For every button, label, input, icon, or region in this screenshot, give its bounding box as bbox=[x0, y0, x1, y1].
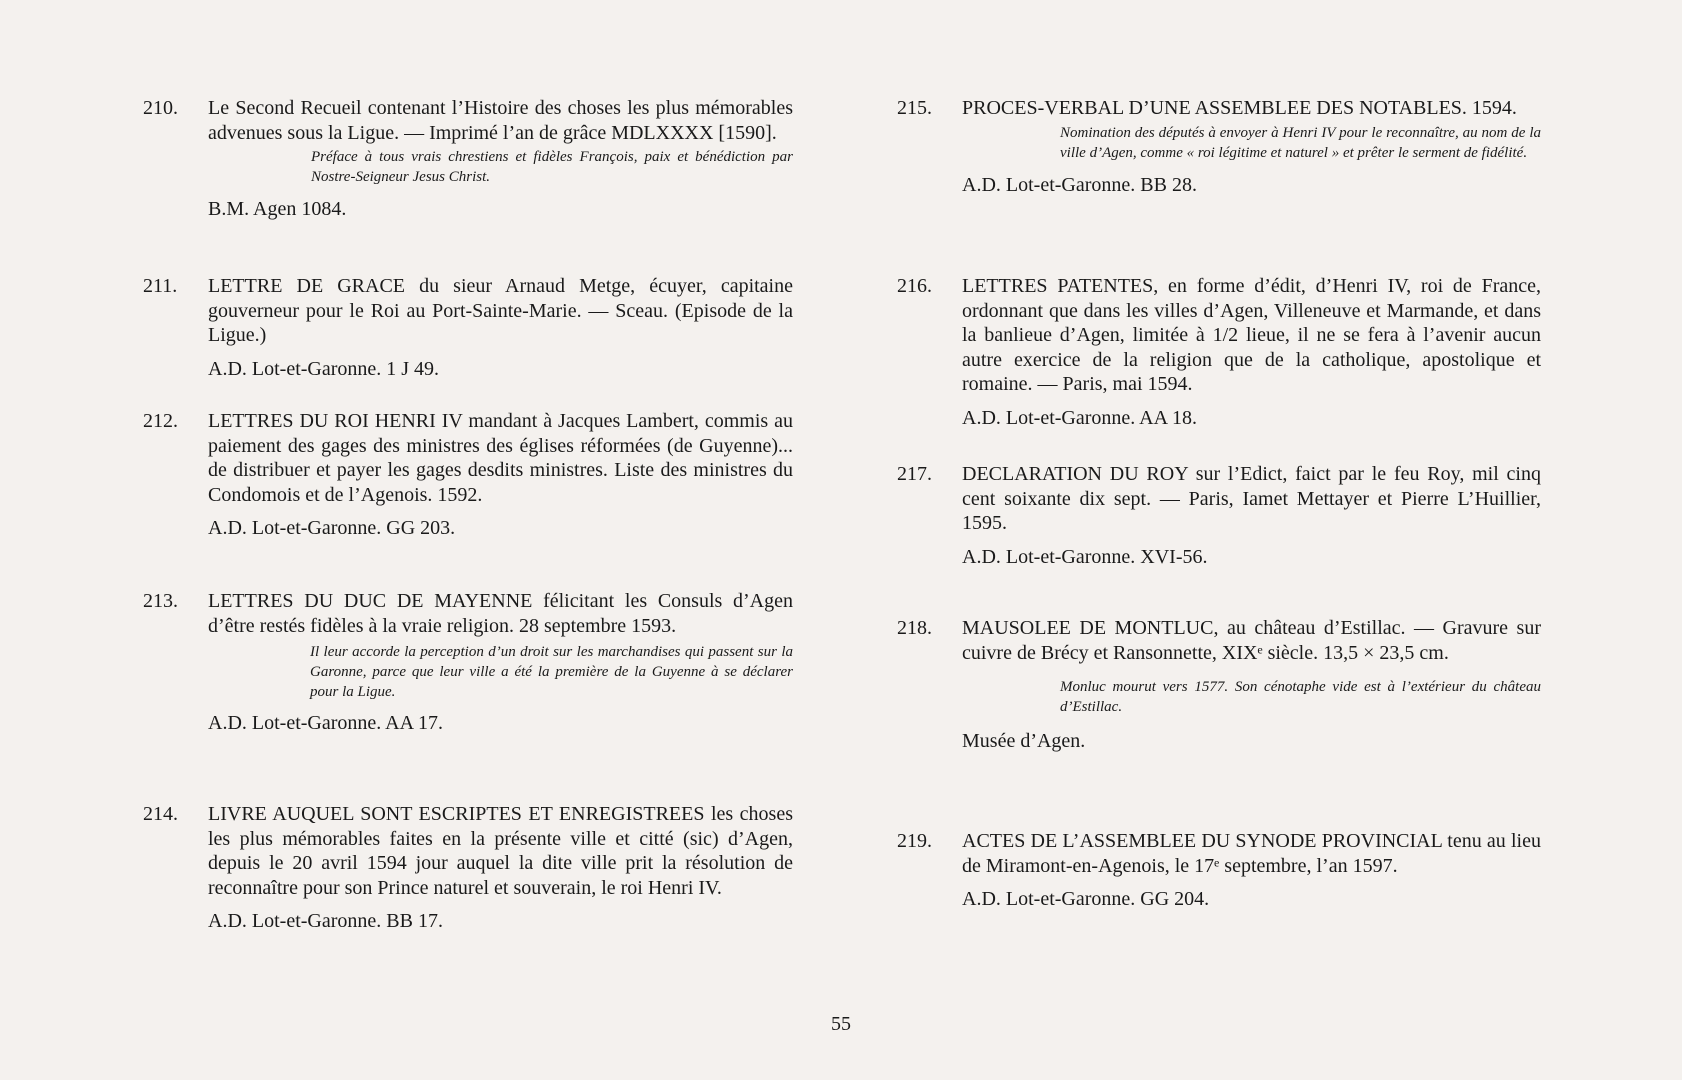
entry-number: 210. bbox=[143, 97, 178, 119]
entry-description: LIVRE AUQUEL SONT ESCRIPTES ET ENREGISTREES les choses les plus mémorables faites en la présente ville et citté (sic) d’Agen, depuis le 20 avril 1594 jour auquel la dite ville prit la résolution de reconnaître pour son Prince naturel et souverain, le roi Henri IV. bbox=[208, 803, 793, 899]
entry-note: Nomination des députés à envoyer à Henri IV pour le reconnaître, au nom de la ville d’Agen, comme « roi légitime et naturel » et prêter le serment de fidélité. bbox=[1060, 124, 1541, 161]
entry-215 bbox=[897, 96, 1541, 241]
entry-reference: Musée d’Agen. bbox=[962, 730, 1086, 752]
entry-number: 218. bbox=[897, 617, 932, 639]
entry-number: 214. bbox=[143, 803, 178, 825]
entry-219 bbox=[897, 829, 1541, 912]
entry-213 bbox=[143, 589, 793, 766]
page-number: 55 bbox=[831, 1013, 851, 1035]
right-column bbox=[897, 96, 1541, 912]
entry-reference: A.D. Lot-et-Garonne. GG 204. bbox=[962, 888, 1210, 910]
entry-number: 211. bbox=[143, 275, 178, 297]
entry-reference: A.D. Lot-et-Garonne. XVI-56. bbox=[962, 545, 1208, 568]
entry-description: LETTRE DE GRACE du sieur Arnaud Metge, écuyer, capitaine gouverneur pour le Roi au Port-Sainte-Marie. — Sceau. (Episode de la Ligue.) bbox=[208, 275, 793, 346]
entry-reference: A.D. Lot-et-Garonne. BB 17. bbox=[208, 910, 443, 932]
entry-note: Monluc mourut vers 1577. Son cénotaphe vide est à l’extérieur du château d’Estillac. bbox=[1060, 679, 1541, 715]
entry-number: 213. bbox=[143, 590, 178, 612]
entry-description: MAUSOLEE DE MONTLUC, au château d’Estillac. — Gravure sur cuivre de Brécy et Ransonnette, XIXᵉ siècle. 13,5 × 23,5 cm. bbox=[962, 617, 1541, 664]
entry-212 bbox=[143, 409, 793, 586]
entry-description: DECLARATION DU ROY sur l’Edict, faict par le feu Roy, mil cinq cent soixante dix sept. — Paris, Iamet Mettayer et Pierre L’Huillier, 1595. bbox=[962, 463, 1541, 534]
entry-reference: A.D. Lot-et-Garonne. 1 J 49. bbox=[208, 357, 440, 380]
entry-214 bbox=[143, 802, 793, 934]
entry-number: 216. bbox=[897, 275, 932, 297]
entry-reference: A.D. Lot-et-Garonne. AA 18. bbox=[962, 406, 1197, 429]
entry-note: Préface à tous vrais chrestiens et fidèles François, paix et bénédiction par Nostre-Seigneur Jesus Christ. bbox=[311, 149, 793, 185]
entry-reference: A.D. Lot-et-Garonne. BB 28. bbox=[962, 173, 1197, 196]
entry-reference: B.M. Agen 1084. bbox=[208, 198, 347, 220]
entry-number: 219. bbox=[897, 830, 932, 852]
entry-description: Le Second Recueil contenant l’Histoire des choses les plus mémorables advenues sous la Ligue. — Imprimé l’an de grâce MDLXXXX [1590]. bbox=[208, 97, 793, 144]
entry-description: LETTRES DU ROI HENRI IV mandant à Jacques Lambert, commis au paiement des gages des ministres des églises réformées (de Guyenne)... de distribuer et payer les gages desdits ministres. Liste des ministres du Condomois et de l’Agenois. 1592. bbox=[208, 410, 793, 506]
entry-description: LETTRES DU DUC DE MAYENNE félicitant les Consuls d’Agen d’être restés fidèles à la vraie religion. 28 septembre 1593. bbox=[208, 590, 793, 637]
left-column bbox=[143, 96, 793, 934]
entry-210 bbox=[143, 96, 793, 241]
entry-note: Il leur accorde la perception d’un droit sur les marchandises qui passent sur la Garonne, parce que leur ville a été la première de la Guyenne à se déclarer pour la Ligue. bbox=[310, 644, 793, 700]
entry-number: 215. bbox=[897, 97, 932, 119]
entry-description: ACTES DE L’ASSEMBLEE DU SYNODE PROVINCIAL tenu au lieu de Miramont-en-Agenois, le 17ᵉ septembre, l’an 1597. bbox=[962, 830, 1541, 877]
entry-number: 217. bbox=[897, 463, 932, 485]
entry-description: PROCES-VERBAL D’UNE ASSEMBLEE DES NOTABLES. 1594. bbox=[962, 97, 1517, 119]
entry-number: 212. bbox=[143, 410, 178, 432]
entry-reference: A.D. Lot-et-Garonne. AA 17. bbox=[208, 712, 443, 734]
entry-description: LETTRES PATENTES, en forme d’édit, d’Henri IV, roi de France, ordonnant que dans les villes d’Agen, Villeneuve et Marmande, et dans la banlieue d’Agen, limitée à 1/2 lieue, il ne se fera à l’avenir aucun autre exercice de la religion que de la catholique, apostolique et romaine. — Paris, mai 1594. bbox=[962, 275, 1541, 395]
entry-211 bbox=[143, 274, 793, 398]
entry-217 bbox=[897, 462, 1541, 586]
entry-216 bbox=[897, 274, 1541, 429]
entry-218 bbox=[897, 616, 1541, 782]
entry-reference: A.D. Lot-et-Garonne. GG 203. bbox=[208, 517, 456, 539]
